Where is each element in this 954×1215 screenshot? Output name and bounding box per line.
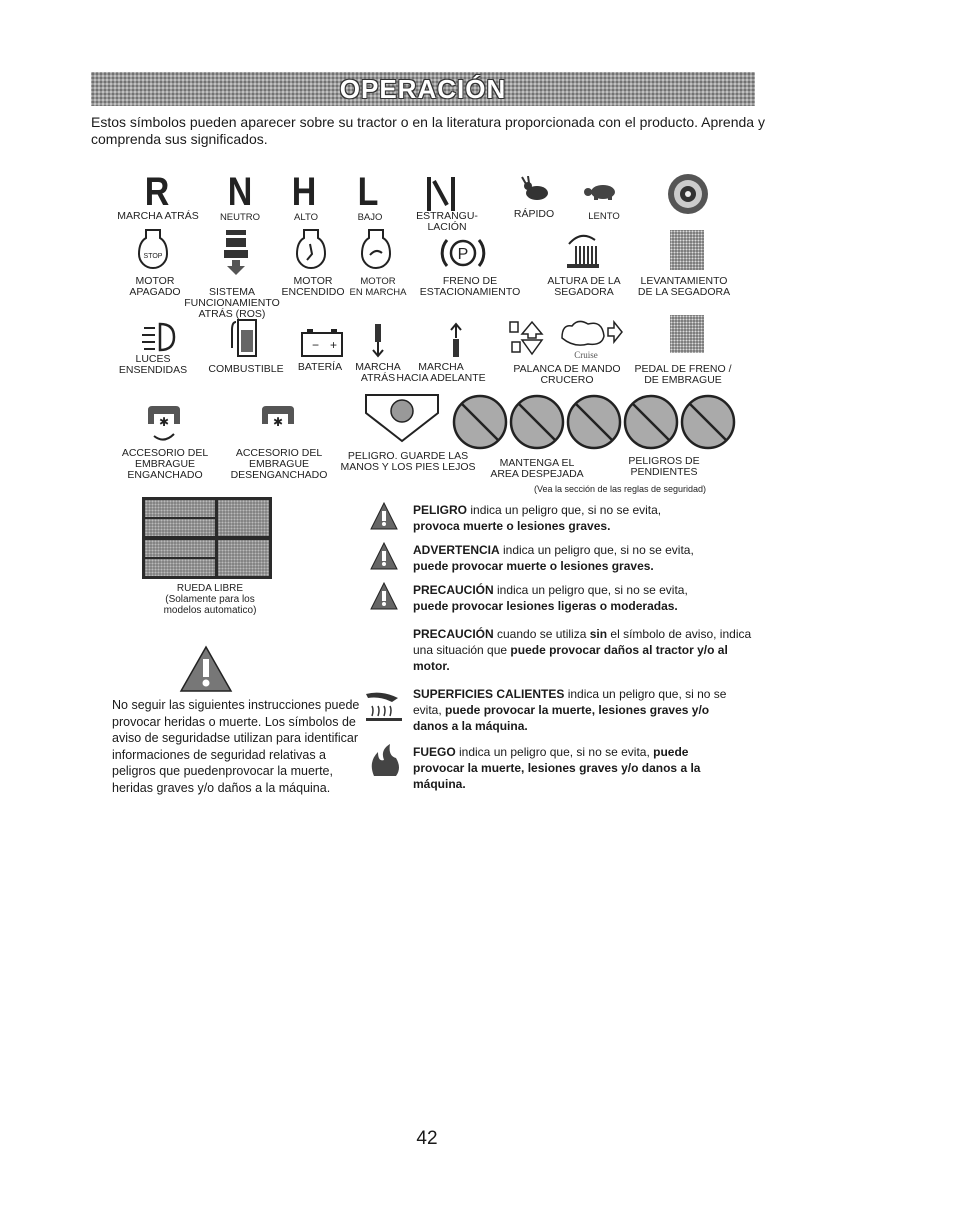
label-levantamiento-segadora: LEVANTAMIENTO DE LA SEGADORA <box>637 275 731 298</box>
caution-triangle-icon <box>370 582 398 610</box>
brake-clutch-pedal-icon <box>670 315 704 353</box>
neutral-letter-icon: N <box>227 170 253 214</box>
label-motor-encendido: MOTOR ENCENDIDO <box>281 275 345 298</box>
label-lento: LENTO <box>588 211 620 222</box>
warning-precaucion: PRECAUCIÓN indica un peligro que, si no se evita, puede provocar lesiones ligeras o moderadas. <box>413 583 688 613</box>
svg-text:✱: ✱ <box>158 415 170 429</box>
mower-lift-icon <box>670 230 704 270</box>
label-luces: LUCES ENSENDIDAS <box>118 353 188 376</box>
clutch-disengaged-icon <box>260 404 296 430</box>
reverse-operation-system-icon <box>222 228 250 276</box>
rabbit-fast-icon <box>520 176 552 206</box>
label-mantenga-area: MANTENGA EL AREA DESPEJADA <box>490 457 584 480</box>
safety-rules-note: (Vea la sección de las reglas de seguridad) <box>533 484 707 494</box>
forward-arrow-icon <box>448 322 464 358</box>
label-peligro-manos-pies: PELIGRO. GUARDE LAS MANOS Y LOS PIES LEJOS <box>340 450 476 473</box>
label-motor-en-marcha: MOTOR EN MARCHA <box>349 276 407 298</box>
label-marcha-atras: MARCHA ATRÁS <box>117 210 199 222</box>
fire-icon <box>368 744 402 778</box>
warning-triangle-icon <box>370 542 398 570</box>
label-marcha-atras-arrow: MARCHA ATRÁS <box>355 361 401 384</box>
label-motor-apagado: MOTOR APAGADO <box>129 275 181 298</box>
label-sistema-ros: SISTEMA FUNCIONAMIENTO ATRÁS (ROS) <box>184 286 280 320</box>
svg-text:Cruise: Cruise <box>574 350 598 360</box>
section-header-banner <box>91 72 755 106</box>
intro-text: Estos símbolos pueden aparecer sobre su tractor o en la literatura proporcionada con el producto. Aprenda y comprenda sus significados. <box>91 114 765 147</box>
label-combustible: COMBUSTIBLE <box>208 363 284 375</box>
svg-text:STOP: STOP <box>143 253 163 260</box>
headlights-icon <box>140 320 176 354</box>
label-alto: ALTO <box>294 212 318 223</box>
label-freno-estacionamiento: FRENO DE ESTACIONAMIENTO <box>419 275 521 298</box>
svg-text:+: + <box>330 338 338 352</box>
engine-run-icon <box>361 228 391 272</box>
section-title: OPERACIÓN <box>339 74 507 104</box>
low-letter-icon: L <box>357 170 379 214</box>
keep-hands-feet-away-icon <box>364 393 440 443</box>
label-embrague-enganchado: ACCESORIO DEL EMBRAGUE ENGANCHADO <box>121 447 209 481</box>
safety-alert-triangle-icon <box>179 645 233 693</box>
label-embrague-desenganchado: ACCESORIO DEL EMBRAGUE DESENGANCHADO <box>230 447 328 481</box>
svg-text:P: P <box>457 246 469 263</box>
label-altura-segadora: ALTURA DE LA SEGADORA <box>547 275 621 298</box>
mower-height-icon <box>565 230 601 270</box>
label-neutro: NEUTRO <box>219 212 261 223</box>
high-letter-icon: H <box>291 170 317 214</box>
label-rapido: RÁPIDO <box>513 208 555 220</box>
turtle-slow-icon <box>583 181 619 201</box>
warning-precaucion-sin-simbolo: PRECAUCIÓN cuando se utiliza sin el símbolo de aviso, indica una situación que puede provocar daños al tractor y/o al motor. <box>413 627 752 673</box>
label-peligros-pendientes: PELIGROS DE PENDIENTES <box>628 455 700 478</box>
label-rueda-libre: RUEDA LIBRE (Solamente para los modelos automatico) <box>163 583 257 616</box>
engine-start-icon <box>296 228 326 272</box>
warning-superficies-calientes: SUPERFICIES CALIENTES indica un peligro que, si no se evita, puede provocar la muerte, lesiones graves y/o danos a la máquina. <box>413 687 727 733</box>
clutch-engaged-icon <box>146 404 182 444</box>
label-bateria: BATERÍA <box>297 361 343 373</box>
reverse-arrow-icon <box>370 322 386 358</box>
free-wheel-icon <box>142 497 272 579</box>
danger-warning-triangle-icon <box>370 502 398 530</box>
svg-text:✱: ✱ <box>272 415 284 429</box>
safety-intro-text: No seguir las siguientes instrucciones puede provocar heridas o muerte. Los símbolos de aviso de seguridadse utilizan para identificar informaciones de seguridad relativas a peligros que puedenprovocar la muerte, heridas graves y/o daños a la máquina. <box>112 698 360 795</box>
reverse-letter-icon: R <box>144 170 170 214</box>
warning-advertencia: ADVERTENCIA indica un peligro que, si no se evita, puede provocar muerte o lesiones graves. <box>413 543 694 573</box>
throttle-dial-icon <box>667 173 709 215</box>
label-pedal-freno: PEDAL DE FRENO / DE EMBRAGUE <box>634 363 732 386</box>
parking-brake-icon <box>440 232 486 274</box>
label-palanca-crucero: PALANCA DE MANDO CRUCERO <box>513 363 621 386</box>
battery-icon <box>300 328 344 358</box>
label-bajo: BAJO <box>357 212 383 223</box>
label-estrangulacion: ESTRANGU- LACIÓN <box>416 210 478 233</box>
hot-surface-icon <box>362 688 406 722</box>
page-number: 42 <box>416 1128 438 1149</box>
control-lever-lock-icon <box>508 318 554 358</box>
label-marcha-adelante: MARCHA HACIA ADELANTE <box>396 361 486 384</box>
engine-stop-icon <box>138 228 168 272</box>
warning-fuego: FUEGO indica un peligro que, si no se evita, puede provocar la muerte, lesiones graves y/o danos a la máquina. <box>413 745 701 791</box>
warning-peligro: PELIGRO indica un peligro que, si no se evita, provoca muerte o lesiones graves. <box>413 503 662 533</box>
clear-area-and-slope-icons <box>452 394 737 450</box>
svg-text:−: − <box>312 338 320 352</box>
cruise-control-icon <box>558 316 624 360</box>
fuel-icon <box>230 318 258 358</box>
choke-icon <box>425 177 457 211</box>
